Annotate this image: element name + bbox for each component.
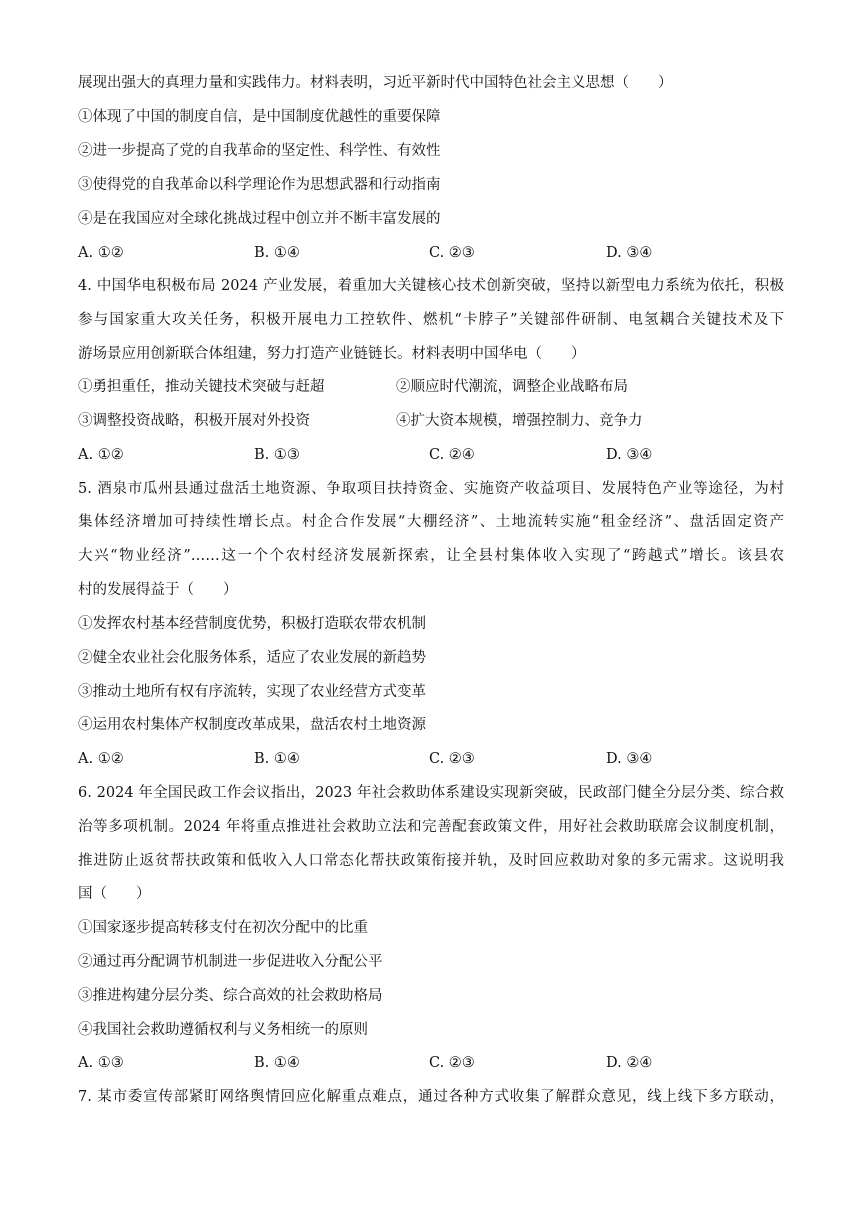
q6-stem-line-4: 国（ ） [78,886,151,902]
q4-statements-row-2 [78,411,784,431]
q6-stem-line-1: 6. 2024 年全国民政工作会议指出，2023 年社会救助体系建设实现新突破，民政部门健全分层分类、综合救 [78,785,784,801]
q6-stem-line-3: 推进防止返贫帮扶政策和低收入人口常态化帮扶政策衔接并轨，及时回应救助对象的多元需求。这说明我 [78,853,784,869]
q5-statement-4: ④运用农村集体产权制度改革成果，盘活农村土地资源 [78,717,426,733]
q4-stem-line-2: 参与国家重大攻关任务，积极开展电力工控软件、燃机“卡脖子”关键部件研制、电氢耦合关键技术及下 [78,312,784,328]
q5-stem-line-3: 大兴“物业经济”……这一个个农村经济发展新探索，让全县村集体收入实现了“跨越式”增长。该县农 [78,548,784,564]
q3-option-c[interactable]: C. ②③ [429,245,475,261]
q4-statement-1: ①勇担重任，推动关键技术突破与赶超 [78,379,325,395]
q3-options [78,243,784,263]
q5-stem-line-2: 集体经济增加可持续性增长点。村企合作发展“大棚经济”、土地流转实施“租金经济”、盘活固定资产 [78,514,784,530]
q5-statement-3: ③推动土地所有权有序流转，实现了农业经营方式变革 [78,684,426,700]
q6-statement-2: ②通过再分配调节机制进一步促进收入分配公平 [78,954,383,970]
q5-stem-line-1: 5. 酒泉市瓜州县通过盘活土地资源、争取项目扶持资金、实施资产收益项目、发展特色产业等途径，为村 [78,481,784,497]
q4-stem-line-1: 4. 中国华电积极布局 2024 产业发展，着重加大关键核心技术创新突破，坚持以新型电力系统为依托，积极 [78,278,784,294]
q6-statement-3: ③推进构建分层分类、综合高效的社会救助格局 [78,988,383,1004]
q4-stem-line-3: 游场景应用创新联合体组建，努力打造产业链链长。材料表明中国华电（ ） [78,346,586,362]
q6-statement-4: ④我国社会救助遵循权利与义务相统一的原则 [78,1022,368,1038]
q6-stem-line-2: 治等多项机制。2024 年将重点推进社会救助立法和完善配套政策文件，用好社会救助联席会议制度机制， [78,819,784,835]
q5-option-a[interactable]: A. ①② [78,751,124,767]
q3-statement-3: ③使得党的自我革命以科学理论作为思想武器和行动指南 [78,177,441,193]
q6-option-c[interactable]: C. ②③ [429,1055,475,1071]
q5-option-c[interactable]: C. ②③ [429,751,475,767]
q4-statement-2: ②顺应时代潮流，调整企业战略布局 [396,379,628,395]
q3-option-b[interactable]: B. ①④ [254,245,300,261]
q4-option-c[interactable]: C. ②④ [429,447,475,463]
q4-option-a[interactable]: A. ①② [78,447,124,463]
q3-statement-1: ①体现了中国的制度自信，是中国制度优越性的重要保障 [78,109,441,125]
q5-option-b[interactable]: B. ①④ [254,751,300,767]
q3-statement-2: ②进一步提高了党的自我革命的坚定性、科学性、有效性 [78,143,441,159]
q4-option-d[interactable]: D. ③④ [606,447,653,463]
q3-option-d[interactable]: D. ③④ [606,245,653,261]
q5-options [78,749,784,769]
q4-statements-row-1 [78,377,784,397]
q6-option-d[interactable]: D. ②④ [606,1055,653,1071]
q5-stem-line-4: 村的发展得益于（ ） [78,582,238,598]
q4-option-b[interactable]: B. ①③ [254,447,300,463]
q5-option-d[interactable]: D. ③④ [606,751,653,767]
q6-option-b[interactable]: B. ①④ [254,1055,300,1071]
q6-statement-1: ①国家逐步提高转移支付在初次分配中的比重 [78,920,368,936]
q4-statement-4: ④扩大资本规模，增强控制力、竞争力 [396,413,643,429]
q6-options [78,1053,784,1073]
q4-options [78,445,784,465]
q3-option-a[interactable]: A. ①② [78,245,124,261]
q5-statement-2: ②健全农业社会化服务体系，适应了农业发展的新趋势 [78,650,426,666]
q3-stem-tail: 展现出强大的真理力量和实践伟力。材料表明，习近平新时代中国特色社会主义思想（ ） [78,75,673,91]
q3-statement-4: ④是在我国应对全球化挑战过程中创立并不断丰富发展的 [78,211,441,227]
q4-statement-3: ③调整投资战略，积极开展对外投资 [78,413,310,429]
q7-stem-line-1: 7. 某市委宣传部紧盯网络舆情回应化解重点难点，通过各种方式收集了解群众意见，线上线下多方联动， [78,1089,784,1105]
q6-option-a[interactable]: A. ①③ [78,1055,124,1071]
q5-statement-1: ①发挥农村基本经营制度优势，积极打造联农带农机制 [78,616,426,632]
